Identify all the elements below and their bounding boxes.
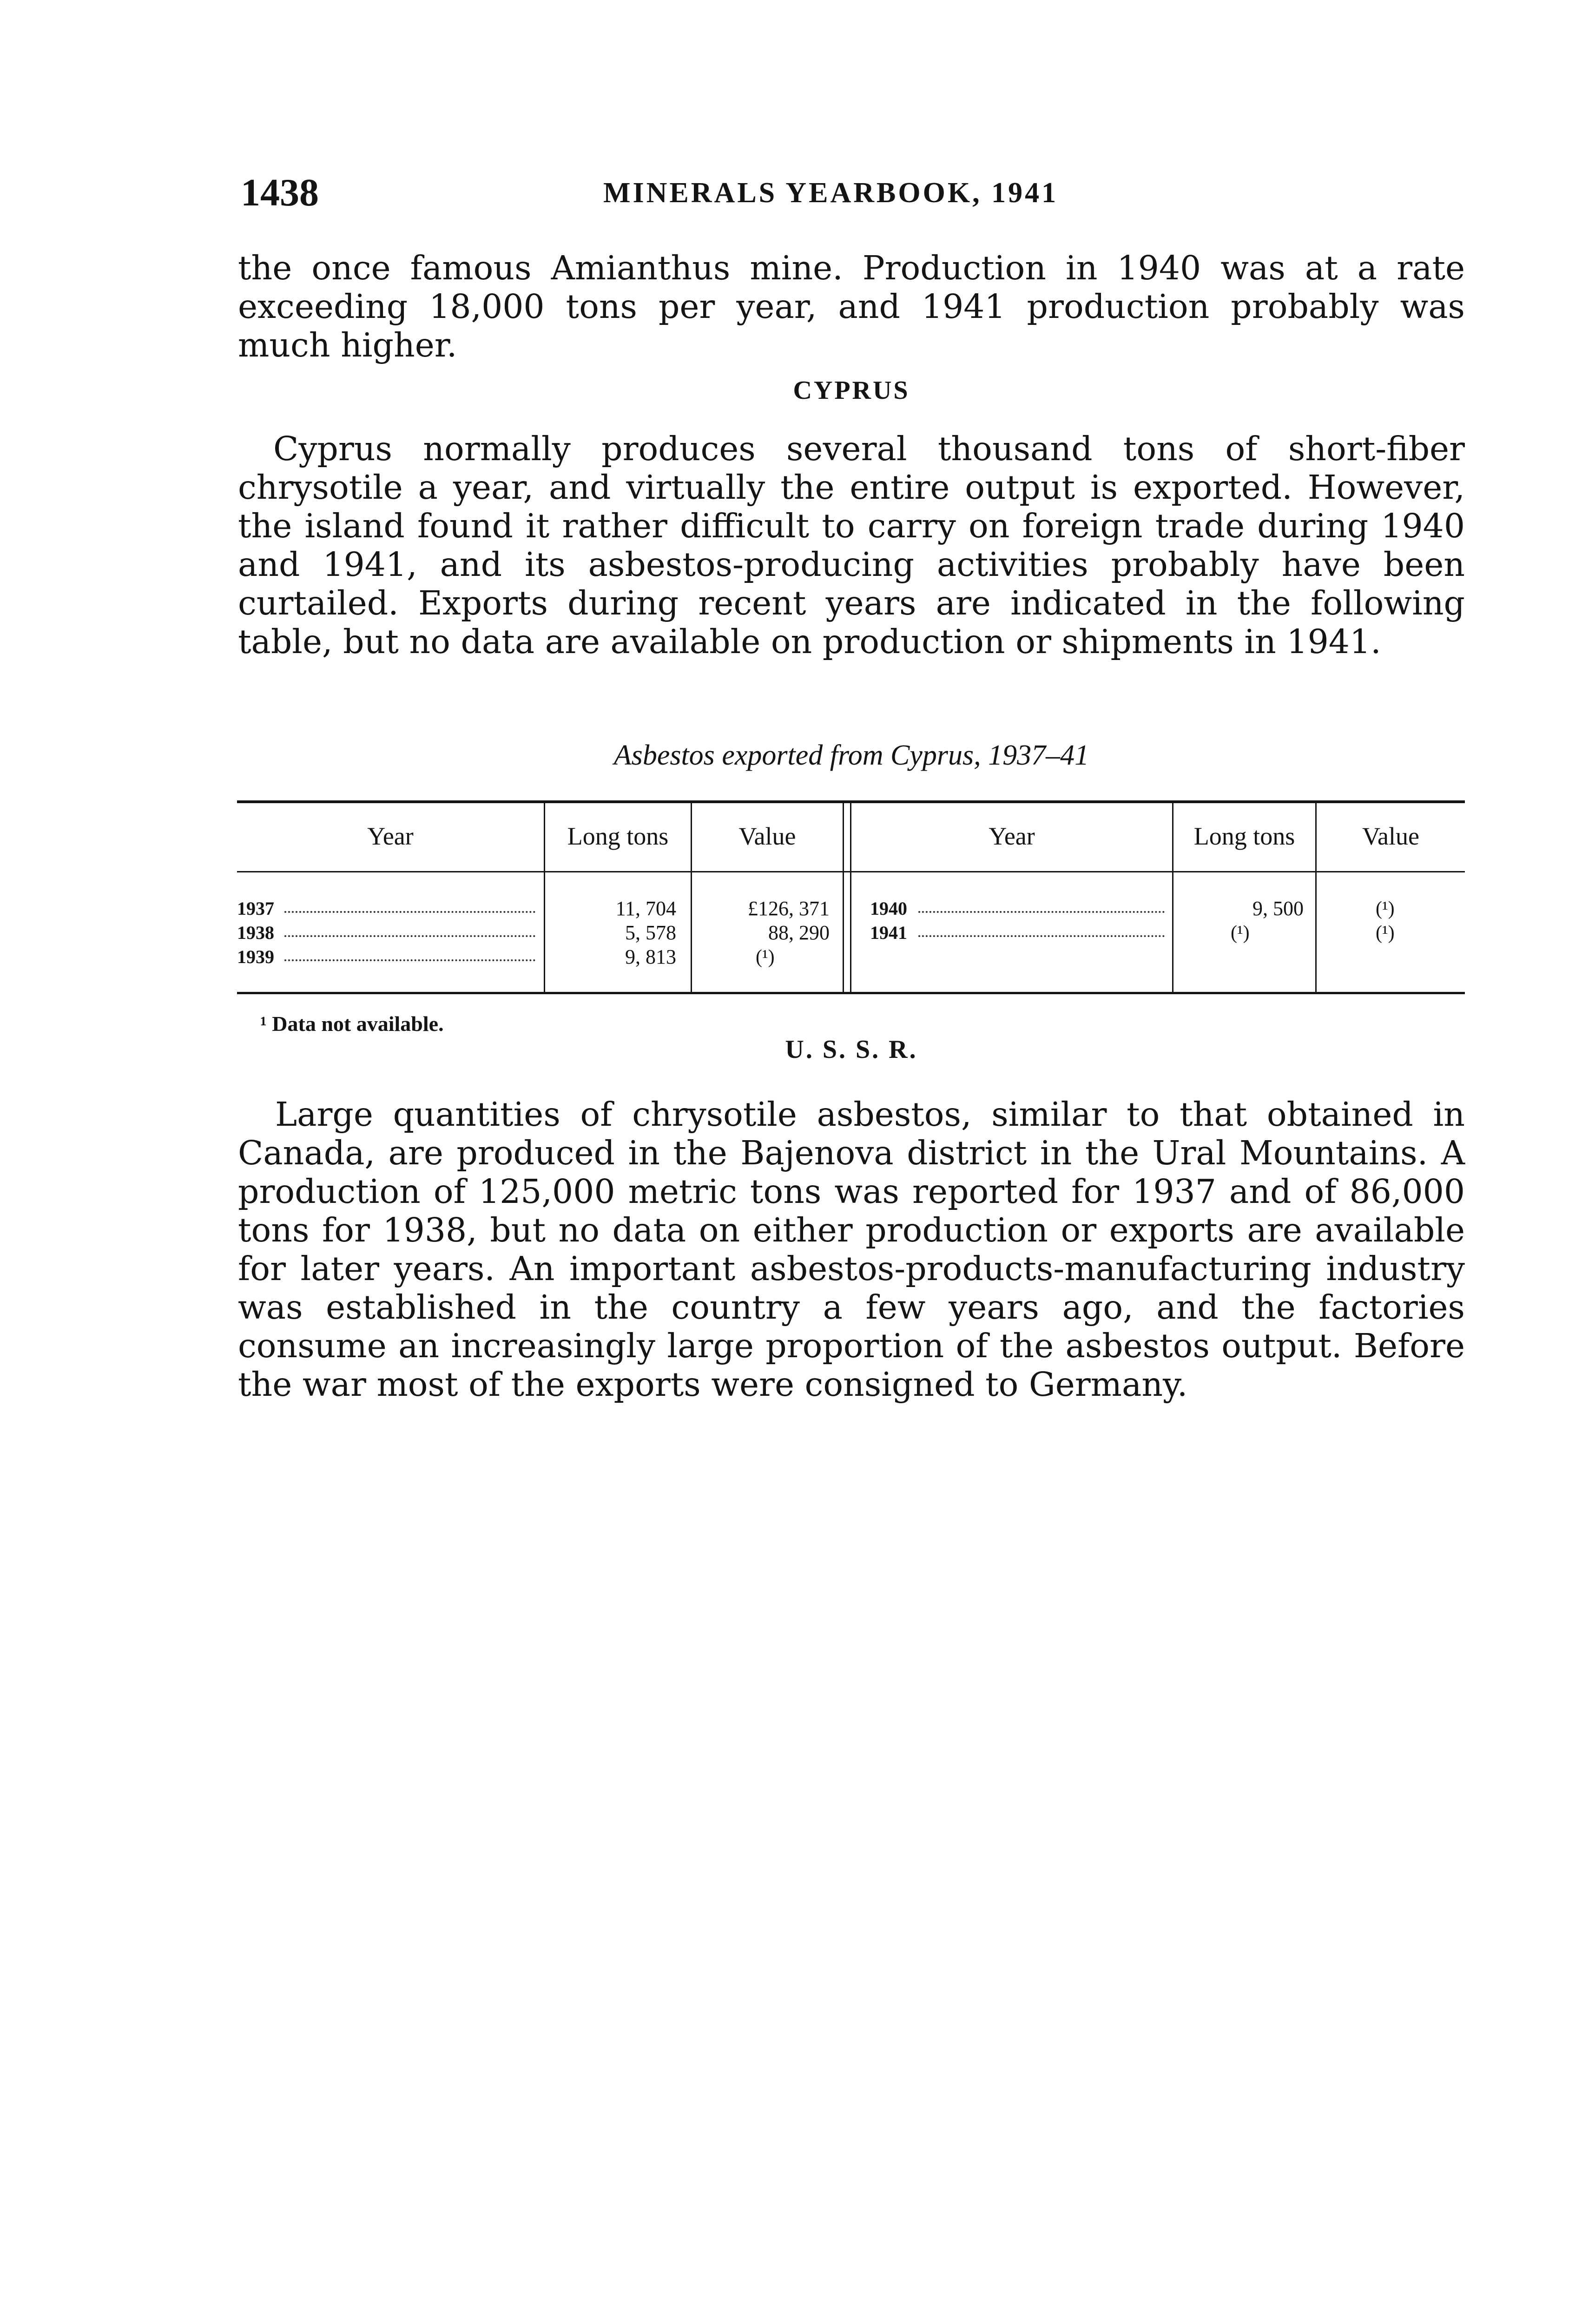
cyprus-heading: CYPRUS (793, 376, 910, 405)
row-year: 1941 (870, 922, 907, 943)
column-header: Value (738, 822, 796, 850)
row-long-tons: 9, 500 (1252, 897, 1304, 920)
table-bottom-rule (237, 992, 1465, 994)
leader-dots (918, 911, 1165, 913)
row-value: (¹) (1376, 898, 1395, 919)
column-header: Long tons (567, 822, 669, 850)
leader-dots (918, 935, 1165, 937)
row-year: 1938 (237, 922, 274, 943)
col-rule (843, 803, 844, 992)
table-caption: Asbestos exported from Cyprus, 1937–41 (613, 739, 1089, 771)
row-value: 88, 290 (768, 921, 830, 944)
page-number: 1438 (241, 171, 319, 214)
table-footnote: ¹ Data not available. (260, 1012, 444, 1036)
row-value: £126, 371 (748, 897, 830, 920)
leader-dots (284, 959, 535, 961)
column-header: Long tons (1193, 822, 1295, 850)
row-year: 1940 (870, 898, 907, 919)
row-value: (¹) (756, 946, 775, 968)
row-long-tons: 9, 813 (625, 945, 676, 968)
row-year: 1939 (237, 946, 274, 967)
running-title: MINERALS YEARBOOK, 1941 (603, 177, 1059, 209)
ussr-paragraph: Large quantities of chrysotile asbestos, similar to that obtained in Canada, are produced in the Bajenova district in the Ural Mountains. A production of 125,000 metric tons was reported for 1937 and of 86,000 tons for 1938, but no data on either production or exports are available for later years. An important asbestos-products-manufacturing industry was established in the country a few years ago, and the factories consume an increasingly large proportion of the asbestos output. Before the war most of the exports were consigned to Germany. (238, 1095, 1465, 1404)
column-header: Value (1362, 822, 1419, 850)
row-long-tons: 11, 704 (615, 897, 676, 920)
leader-dots (284, 911, 535, 913)
page-header (241, 170, 1463, 217)
intro-paragraph: the once famous Amianthus mine. Production in 1940 was at a rate exceeding 18,000 tons per year, and 1941 production probably was much higher. (238, 249, 1465, 364)
column-header: Year (989, 822, 1035, 850)
leader-dots (284, 935, 535, 937)
ussr-heading: U. S. S. R. (785, 1035, 918, 1064)
cyprus-paragraph: Cyprus normally produces several thousand tons of short-fiber chrysotile a year, and virtually the entire output is exported. However, the island found it rather difficult to carry on foreign trade during 1940 and 1941, and its asbestos-producing activities probably have been curtailed. Exports during recent years are indicated in the following table, but no data are available on production or shipments in 1941. (238, 429, 1465, 661)
row-value: (¹) (1376, 922, 1395, 944)
column-header: Year (367, 822, 414, 850)
row-long-tons: 5, 578 (625, 921, 676, 944)
row-year: 1937 (237, 898, 274, 919)
row-long-tons: (¹) (1231, 922, 1250, 944)
